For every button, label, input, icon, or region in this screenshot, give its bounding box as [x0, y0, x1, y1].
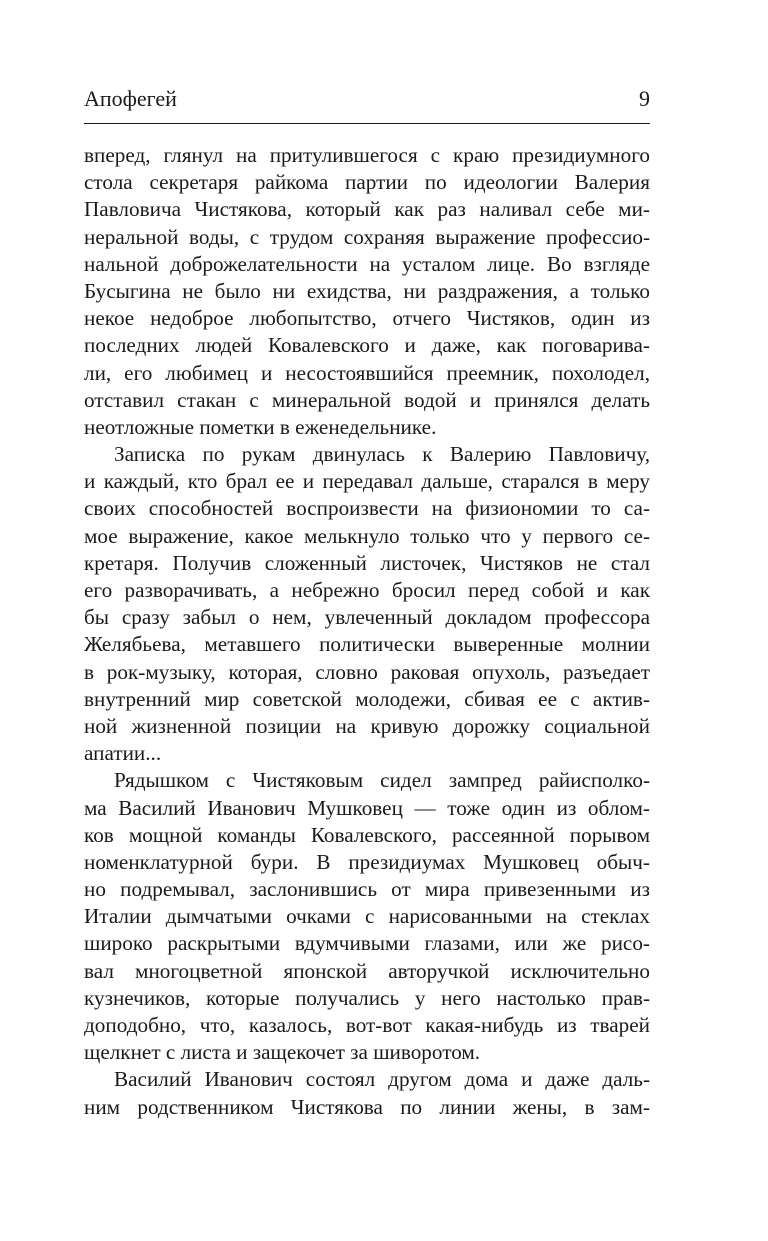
running-head [84, 0, 650, 124]
header-rule [84, 123, 650, 124]
text-line: Бусыгина не было ни ехидства, ни раздражения, а только [84, 278, 650, 303]
page-number: 9 [639, 86, 650, 111]
text-line: внутренний мир советской молодежи, сбивая ее с актив- [84, 686, 650, 711]
text-line: кузнечиков, которые получались у него настолько прав- [84, 985, 650, 1010]
text-line: отставил стакан с минеральной водой и принялся делать [84, 387, 650, 412]
text-line: Италии дымчатыми очками с нарисованными на стеклах [84, 904, 650, 929]
text-line: Василий Иванович состоял другом дома и даже даль- [114, 1067, 650, 1092]
text-line: бы сразу забыл о нем, увлеченный докладом профессора [84, 605, 650, 630]
text-line: Желябьева, метавшего политически выверенные молнии [84, 632, 650, 657]
text-line: апатии... [84, 741, 162, 766]
text-line: неотложные пометки в еженедельнике. [84, 414, 437, 439]
text-line: номенклатурной бури. В президиумах Мушковец обыч- [84, 849, 650, 874]
text-line: ков мощной команды Ковалевского, рассеянной порывом [84, 822, 650, 847]
text-line: Павловича Чистякова, который как раз наливал себе ми- [84, 197, 650, 222]
text-line: ной жизненной позиции на кривую дорожку социальной [84, 713, 650, 738]
text-line: Рядышком с Чистяковым сидел зампред райисполко- [114, 768, 650, 793]
text-line: ли, его любимец и несостоявшийся преемник, похолодел, [84, 360, 650, 385]
text-line: его разворачивать, а небрежно бросил перед собой и как [84, 578, 650, 602]
text-line: но подремывал, заслонившись от мира привезенными из [84, 877, 650, 902]
body-text [84, 142, 650, 1121]
text-line: ма Василий Иванович Мушковец — тоже один из облом- [84, 795, 650, 820]
text-line: вперед, глянул на притулившегося с краю президиумного [84, 143, 650, 167]
text-line: мое выражение, какое мелькнуло только что у первого се- [84, 523, 650, 548]
text-line: и каждый, кто брал ее и передавал дальше, старался в меру [84, 469, 650, 494]
text-line: вал многоцветной японской авторучкой исключительно [84, 958, 650, 983]
text-line: некое недоброе любопытство, отчего Чистяков, один из [84, 306, 650, 331]
book-page [84, 0, 650, 1121]
text-line: своих способностей воспроизвести на физиономии то са- [84, 496, 650, 521]
text-line: щелкнет с листа и защекочет за шиворотом. [84, 1040, 481, 1065]
text-line: неральной воды, с трудом сохраняя выражение профессио- [84, 224, 650, 249]
text-line: ним родственником Чистякова по линии жены, в зам- [84, 1094, 650, 1119]
running-head-title: Апофегей [84, 86, 177, 111]
text-line: нальной доброжелательности на усталом лице. Во взгляде [84, 251, 650, 276]
text-line: последних людей Ковалевского и даже, как поговарива- [84, 333, 650, 358]
text-line: Записка по рукам двинулась к Валерию Павловичу, [114, 442, 650, 467]
text-line: доподобно, что, казалось, вот-вот какая-нибудь из тварей [84, 1013, 650, 1037]
text-line: кретаря. Получив сложенный листочек, Чистяков не стал [84, 550, 650, 575]
text-line: широко раскрытыми вдумчивыми глазами, или же рисо- [84, 931, 650, 956]
text-line: в рок-музыку, которая, словно раковая опухоль, разъедает [84, 659, 650, 684]
text-line: стола секретаря райкома партии по идеологии Валерия [84, 170, 650, 195]
